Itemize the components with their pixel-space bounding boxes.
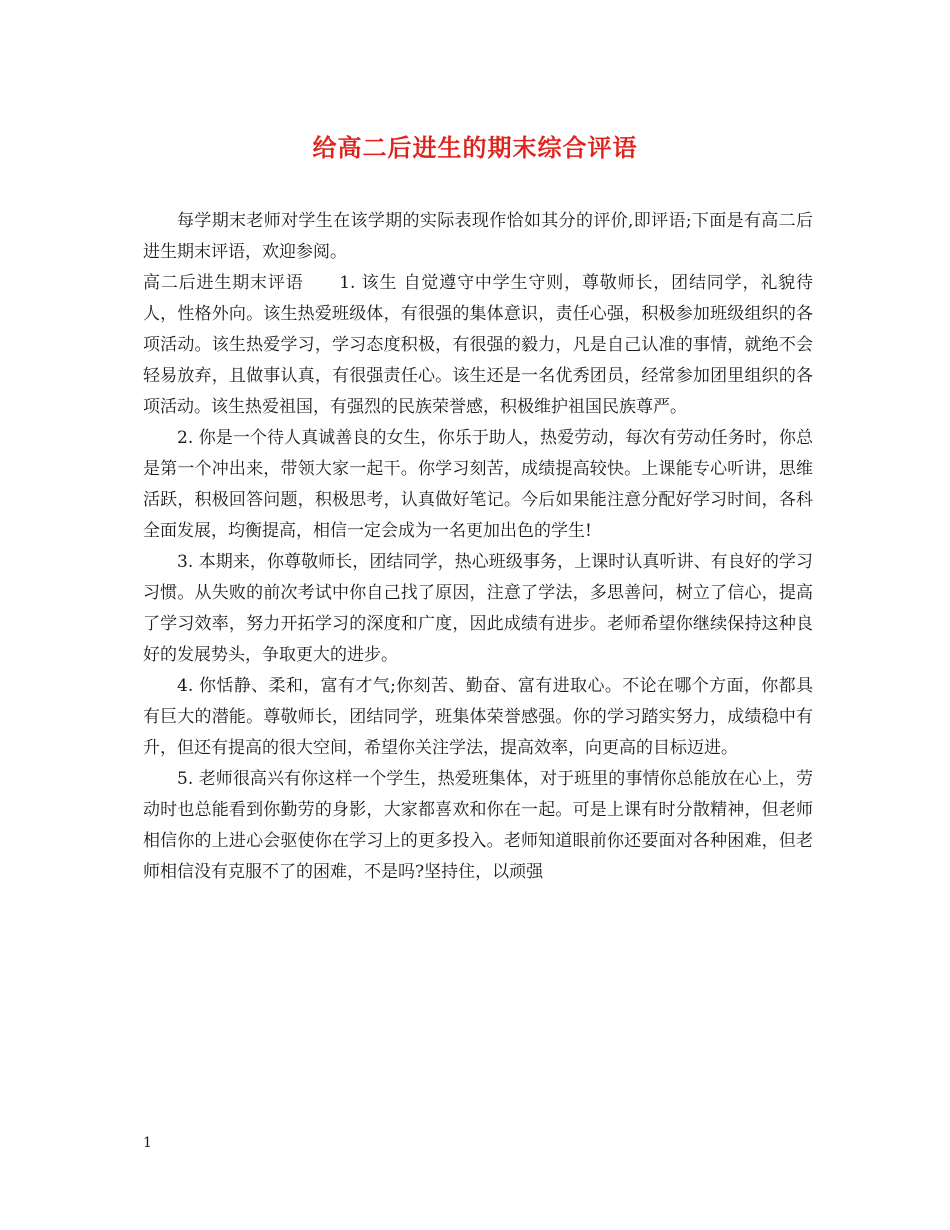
comment-paragraph-3: 3. 本期来，你尊敬师长，团结同学，热心班级事务，上课时认真听讲、有良好的学习习惯。从失败的前次考试中你自己找了原因，注意了学法，多思善问，树立了信心，提高了学习效率，努力开拓学习的深度和广度，因此成绩有进步。老师希望你继续保持这种良好的发展势头，争取更大的进步。 xyxy=(143,552,813,665)
comment-paragraph-5: 5. 老师很高兴有你这样一个学生，热爱班集体，对于班里的事情你总能放在心上，劳动时也总能看到你勤劳的身影，大家都喜欢和你在一起。可是上课有时分散精神，但老师相信你的上进心会驱使你在学习上的更多投入。老师知道眼前你还要面对各种困难，但老师相信没有克服不了的困难，不是吗?坚持住，以顽强 xyxy=(143,769,813,882)
page-number: 1 xyxy=(143,1135,152,1151)
document-title: 给高二后进生的期末综合评语 xyxy=(312,133,638,162)
intro-paragraph: 每学期末老师对学生在该学期的实际表现作恰如其分的评价,即评语;下面是有高二后进生期末评语，欢迎参阅。 xyxy=(143,211,813,262)
comment-paragraph-2: 2. 你是一个待人真诚善良的女生，你乐于助人，热爱劳动，每次有劳动任务时，你总是第一个冲出来，带领大家一起干。你学习刻苦，成绩提高较快。上课能专心听讲，思维活跃，积极回答问题，积极思考，认真做好笔记。今后如果能注意分配好学习时间，各科全面发展，均衡提高，相信一定会成为一名更加出色的学生! xyxy=(143,428,813,541)
comment-paragraph-1: 高二后进生期末评语 1. 该生 自觉遵守中学生守则，尊敬师长，团结同学，礼貌待人，性格外向。该生热爱班级体，有很强的集体意识，责任心强，积极参加班级组织的各项活动。该生热爱学习，学习态度积极，有很强的毅力，凡是自己认准的事情，就绝不会轻易放弃，且做事认真，有很强责任心。该生还是一名优秀团员，经常参加团里组织的各项活动。该生热爱祖国，有强烈的民族荣誉感，积极维护祖国民族尊严。 xyxy=(143,273,813,417)
comment-paragraph-4: 4. 你恬静、柔和，富有才气;你刻苦、勤奋、富有进取心。不论在哪个方面，你都具有巨大的潜能。尊敬师长，团结同学，班集体荣誉感强。你的学习踏实努力，成绩稳中有升，但还有提高的很大空间，希望你关注学法，提高效率，向更高的目标迈进。 xyxy=(143,676,813,758)
document-body xyxy=(143,206,813,888)
